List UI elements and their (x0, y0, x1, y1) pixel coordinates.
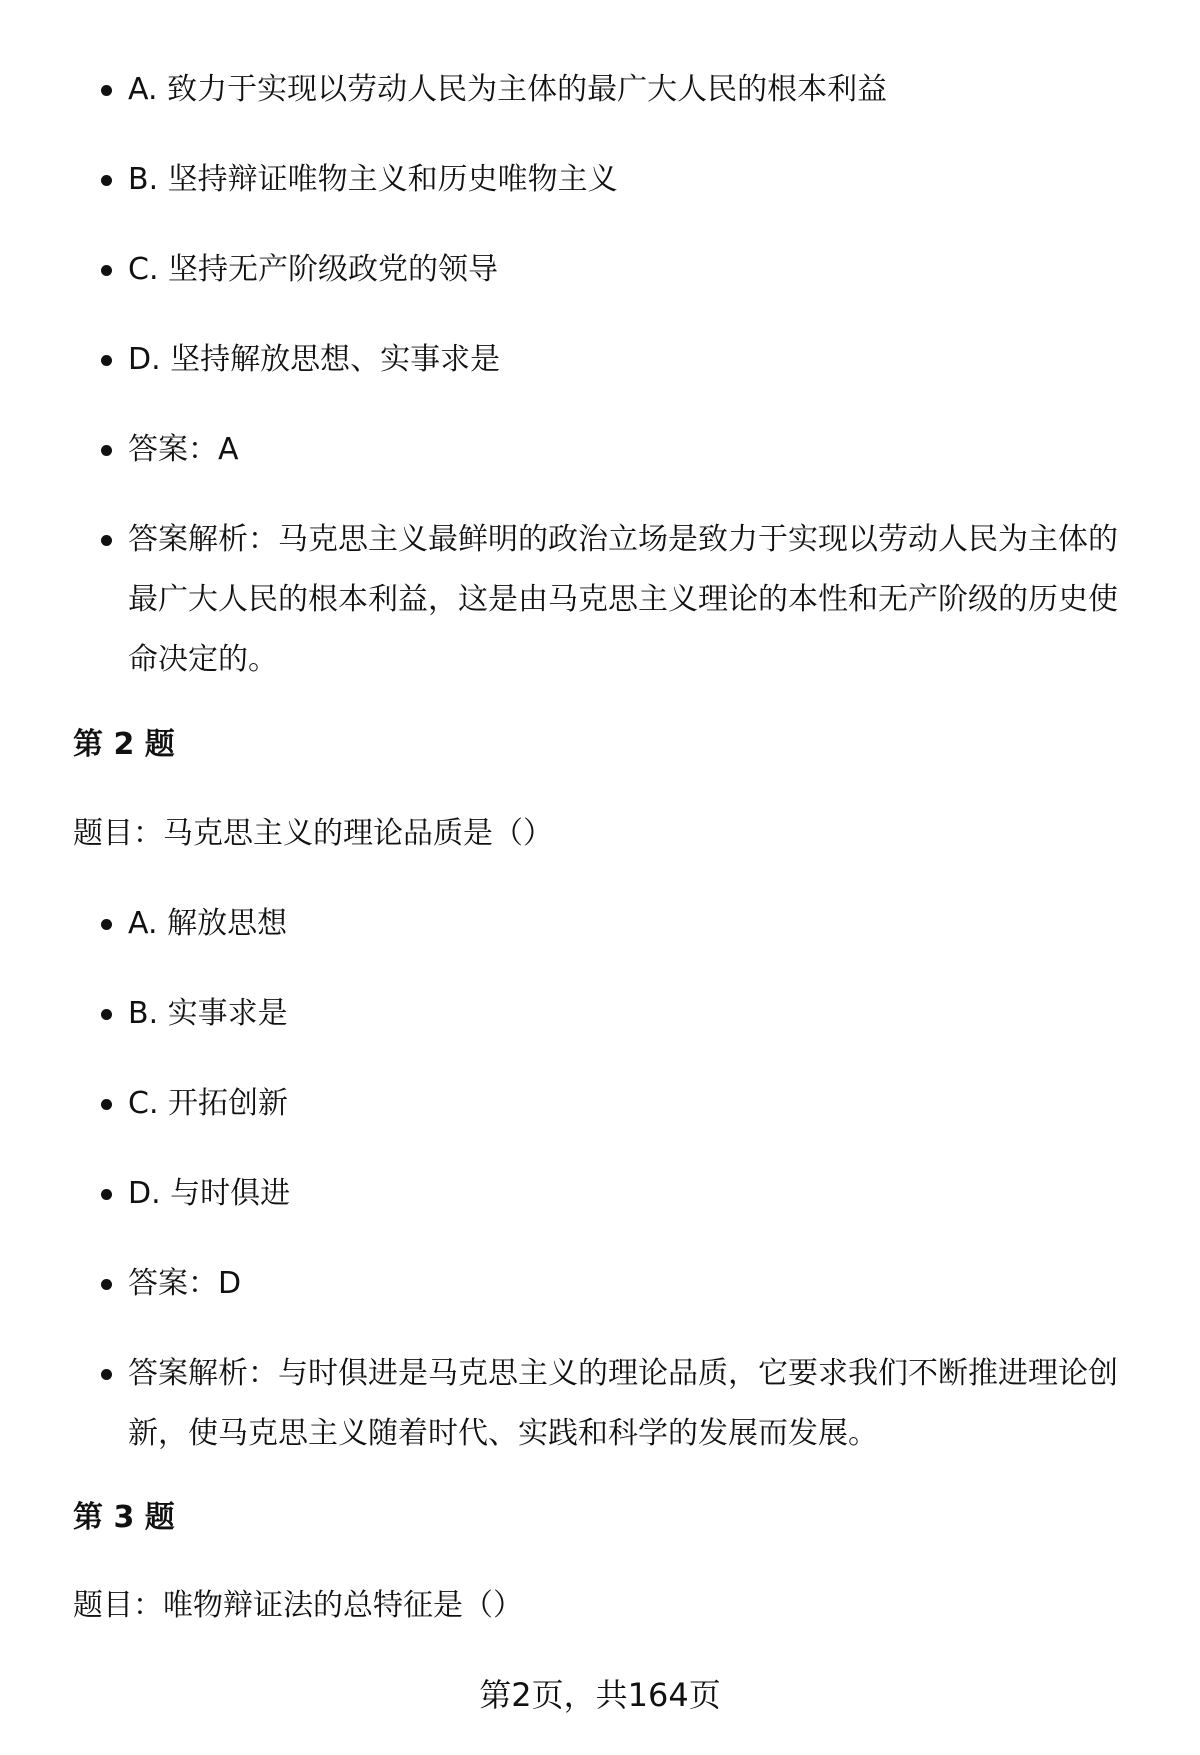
option-a: A. 致力于实现以劳动人民为主体的最广大人民的根本利益 (128, 60, 1143, 120)
option-c: C. 坚持无产阶级政党的领导 (128, 240, 1143, 300)
question-1-list (0, 60, 1200, 690)
option-b: B. 实事求是 (128, 984, 1143, 1044)
question-2-list (0, 894, 1200, 1464)
answer: 答案：D (128, 1254, 1143, 1314)
option-d: D. 坚持解放思想、实事求是 (128, 330, 1143, 390)
option-d: D. 与时俱进 (128, 1164, 1143, 1224)
question-3-text: 题目：唯物辩证法的总特征是（） (73, 1588, 523, 1623)
page-footer: 第2页，共164页 (479, 1676, 721, 1714)
question-2-heading: 第 2 题 (73, 727, 175, 762)
question-2-block (0, 894, 1200, 1464)
option-a: A. 解放思想 (128, 894, 1143, 954)
answer-explanation: 答案解析：与时俱进是马克思主义的理论品质，它要求我们不断推进理论创新，使马克思主义随着时代、实践和科学的发展而发展。 (128, 1344, 1143, 1464)
option-c: C. 开拓创新 (128, 1074, 1143, 1134)
question-2-text: 题目：马克思主义的理论品质是（） (73, 816, 553, 851)
question-1-block (0, 60, 1200, 690)
answer-explanation: 答案解析：马克思主义最鲜明的政治立场是致力于实现以劳动人民为主体的最广大人民的根本利益，这是由马克思主义理论的本性和无产阶级的历史使命决定的。 (128, 510, 1143, 690)
option-b: B. 坚持辩证唯物主义和历史唯物主义 (128, 150, 1143, 210)
answer: 答案：A (128, 420, 1143, 480)
question-3-heading: 第 3 题 (73, 1500, 175, 1535)
